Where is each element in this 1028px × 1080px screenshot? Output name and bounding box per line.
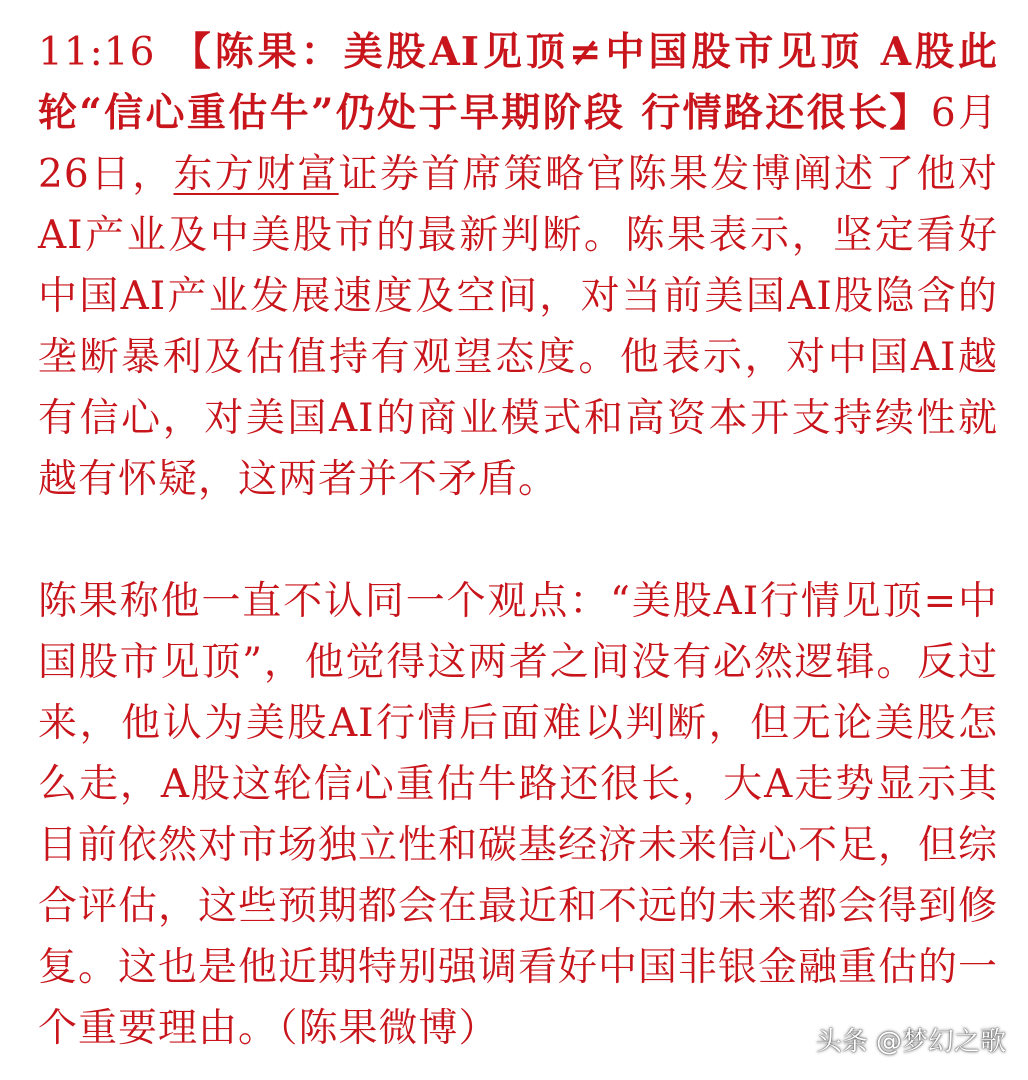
toutiao-watermark: 头条 @梦幻之歌 bbox=[815, 1027, 1006, 1057]
company-link[interactable]: 东方财富 bbox=[173, 152, 339, 197]
news-headline: 【陈果：美股AI见顶≠中国股市见顶 A股此轮“信心重估牛”仍处于早期阶段 行情路还很长】 bbox=[38, 29, 998, 136]
news-article bbox=[38, 22, 998, 1059]
news-time: 11:16 bbox=[38, 30, 156, 75]
paragraph-1-body: 证券首席策略官陈果发博阐述了他对AI产业及中美股市的最新判断。陈果表示，坚定看好中国AI产业发展速度及空间，对当前美国AI股隐含的垄断暴利及估值持有观望态度。他表示，对中国AI越有信心，对美国AI的商业模式和高资本开支持续性就越有怀疑，这两者并不矛盾。 bbox=[38, 152, 998, 502]
paragraph-2-body: 陈果称他一直不认同一个观点：“美股AI行情见顶=中国股市见顶”，他觉得这两者之间没有必然逻辑。反过来，他认为美股AI行情后面难以判断，但无论美股怎么走，A股这轮信心重估牛路还很长，大A走势显示其目前依然对市场独立性和碳基经济未来信心不足，但综合评估，这些预期都会在最近和不远的未来都会得到修复。这也是他近期特别强调看好中国非银金融重估的一个重要理由。（陈果微博） bbox=[38, 579, 999, 1051]
news-date: 6月26日， bbox=[38, 91, 998, 197]
article-paragraph-2 bbox=[38, 571, 998, 1059]
article-paragraph-1 bbox=[38, 22, 998, 510]
